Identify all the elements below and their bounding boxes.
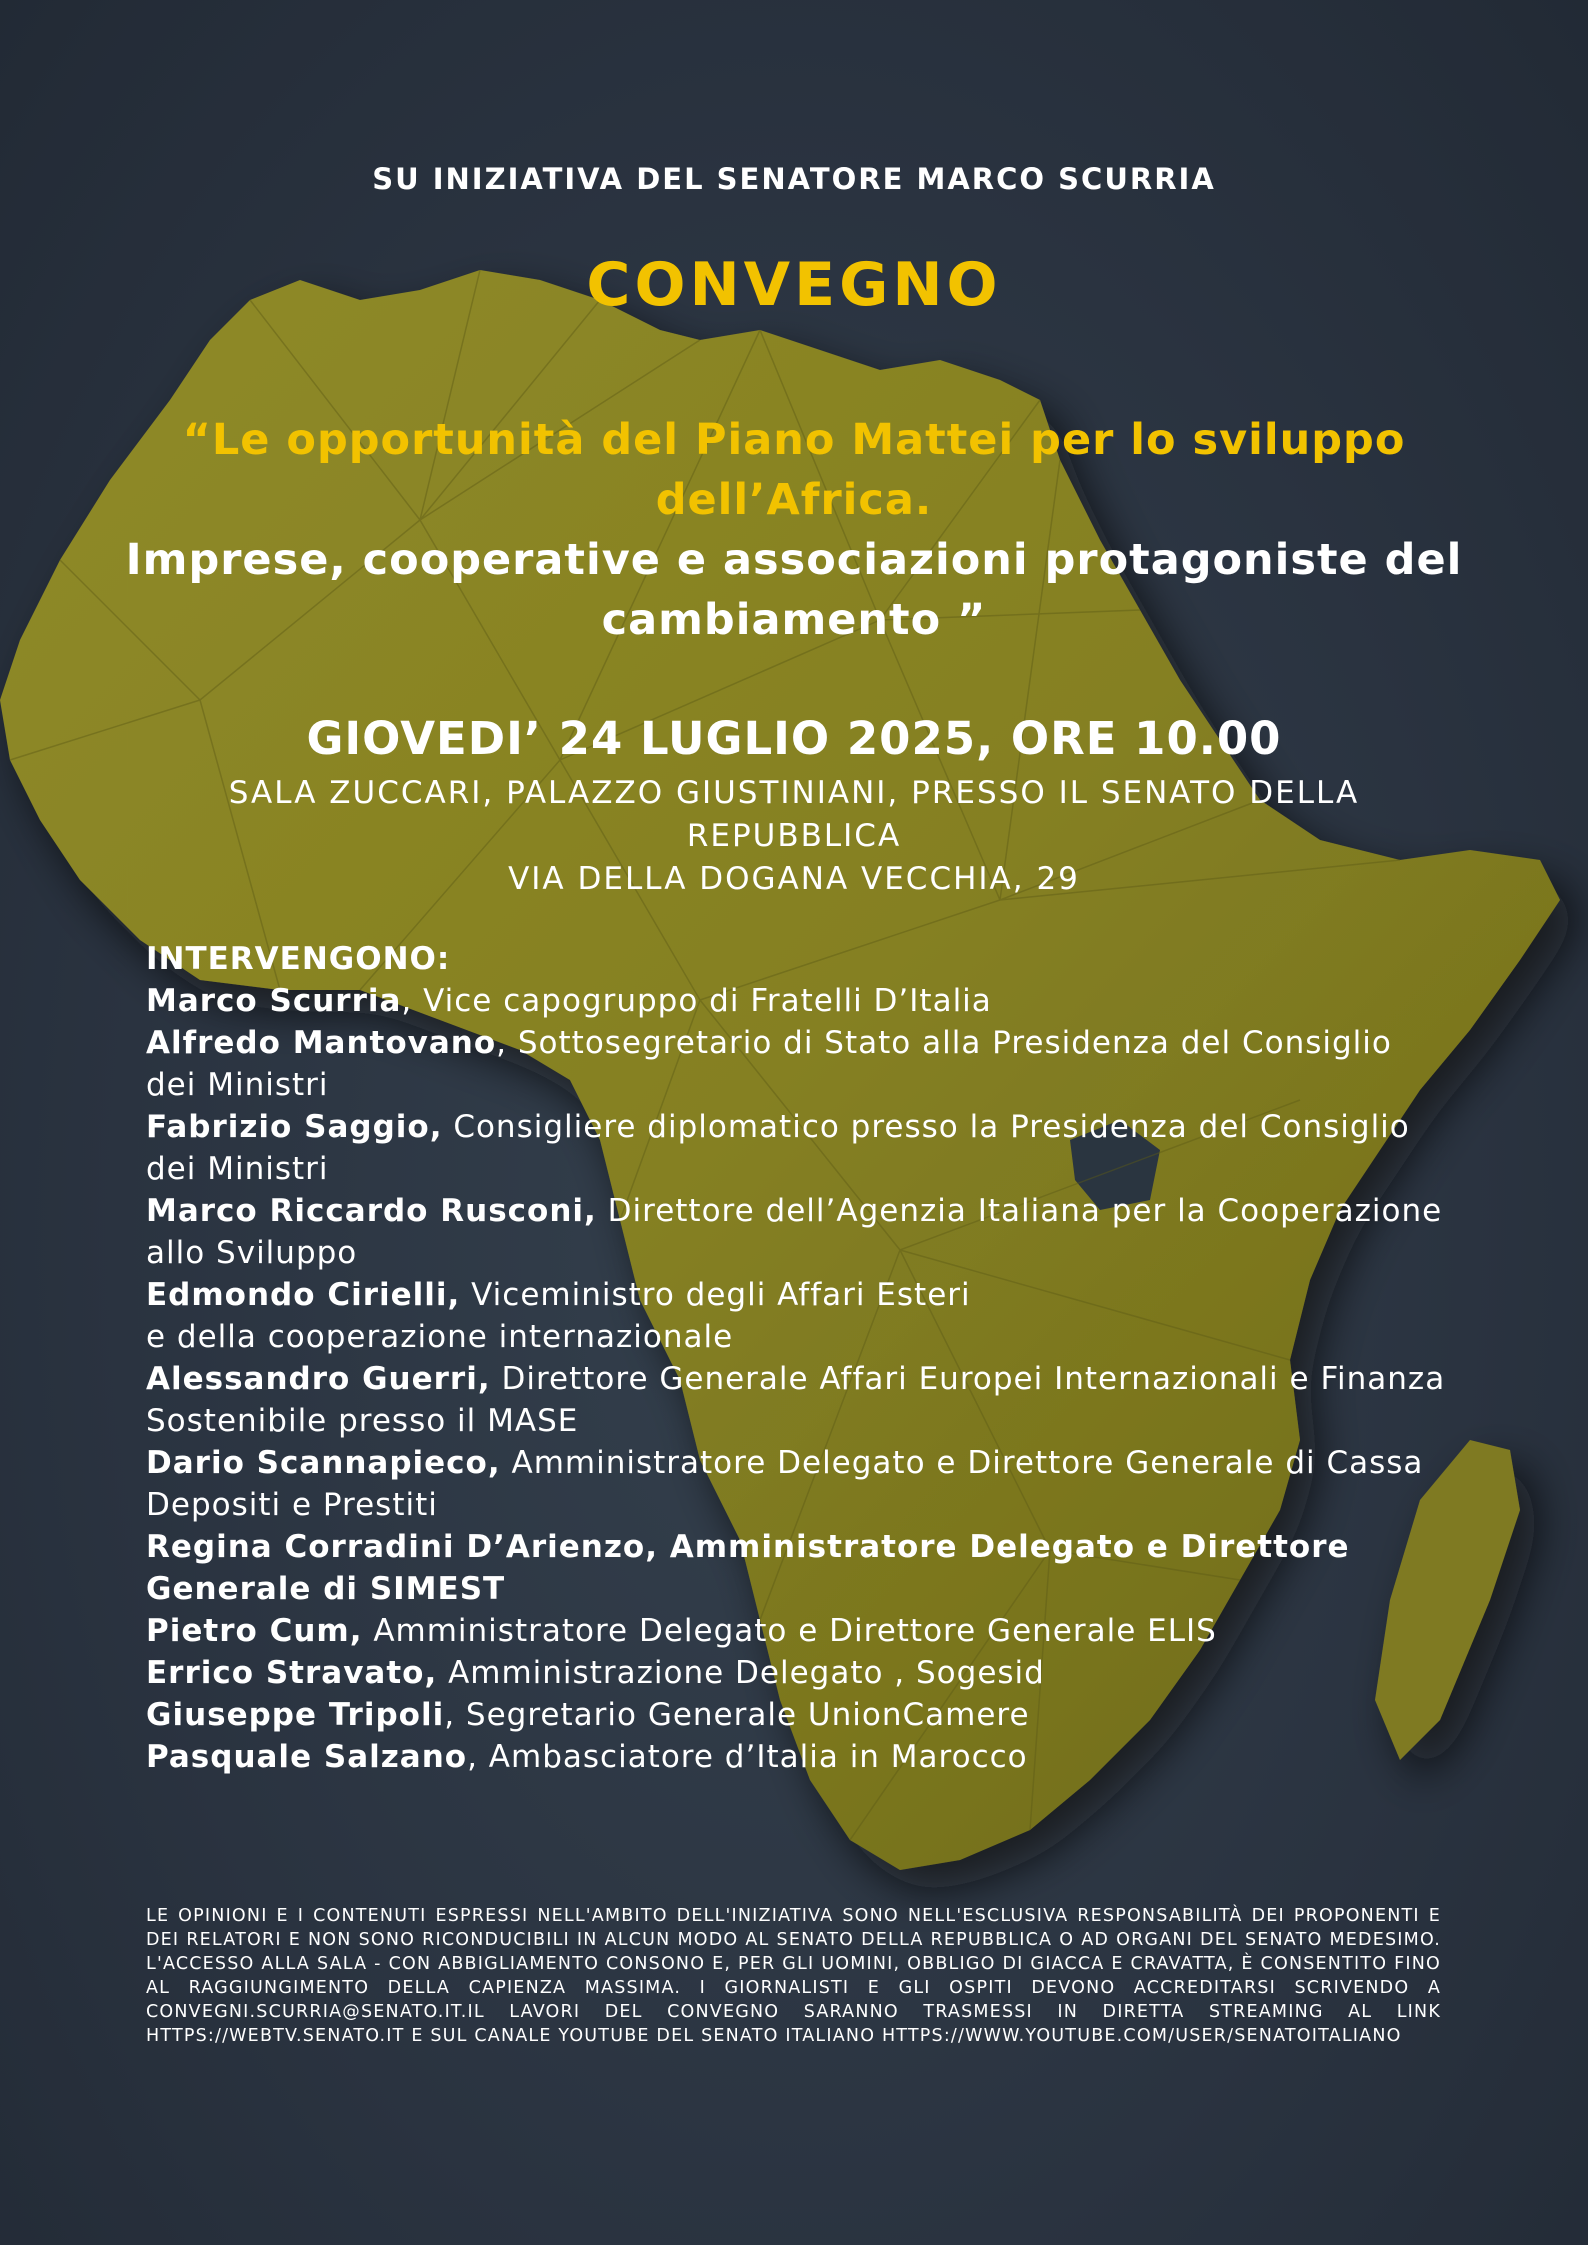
speakers-list [146, 938, 1446, 1778]
speaker-item [146, 1274, 1446, 1358]
speaker-role: Amministratore Delegato e Direttore Generale di Cassa Depositi e Prestiti [146, 1445, 1424, 1523]
event-type-heading: CONVEGNO [586, 250, 1002, 320]
speaker-name: Fabrizio Saggio, [146, 1109, 443, 1145]
speaker-role: Direttore Generale Affari Europei Internazionali e Finanza Sostenibile presso il MASE [146, 1361, 1446, 1439]
speaker-name: Regina Corradini D’Arienzo, Amministratore Delegato e Direttore Generale di SIMEST [146, 1529, 1350, 1607]
event-title [120, 410, 1468, 650]
speaker-item [146, 1358, 1446, 1442]
speaker-name: Dario Scannapieco, [146, 1445, 501, 1481]
speaker-item [146, 1610, 1446, 1652]
venue-line-1: SALA ZUCCARI, PALAZZO GIUSTINIANI, PRESSO IL SENATO DELLA REPUBBLICA [228, 775, 1360, 854]
speaker-item [146, 1652, 1446, 1694]
speaker-role: , Segretario Generale UnionCamere [444, 1697, 1030, 1733]
speaker-name: Errico Stravato, [146, 1655, 438, 1691]
speakers-label: INTERVENGONO: [146, 941, 451, 977]
speaker-name: Marco Riccardo Rusconi, [146, 1193, 597, 1229]
speaker-item [146, 1190, 1446, 1274]
speaker-item [146, 1022, 1446, 1106]
speaker-name: Giuseppe Tripoli [146, 1697, 445, 1733]
speaker-role: , Ambasciatore d’Italia in Marocco [467, 1739, 1028, 1775]
speaker-name: Pietro Cum, [146, 1613, 363, 1649]
speaker-role: , Vice capogruppo di Fratelli D’Italia [401, 983, 992, 1019]
speaker-role: , Sottosegretario di Stato alla Presidenza del Consiglio dei Ministri [146, 1025, 1392, 1103]
venue-line-2: VIA DELLA DOGANA VECCHIA, 29 [508, 861, 1080, 897]
speaker-item [146, 1694, 1446, 1736]
speaker-name: Pasquale Salzano [146, 1739, 468, 1775]
speaker-item [146, 1106, 1446, 1190]
speaker-name: Marco Scurria [146, 983, 402, 1019]
initiative-line: SU INIZIATIVA DEL SENATORE MARCO SCURRIA [372, 162, 1216, 196]
speaker-role: Amministrazione Delegato , Sogesid [437, 1655, 1045, 1691]
speaker-name: Edmondo Cirielli, [146, 1277, 461, 1313]
speaker-name: Alfredo Mantovano [146, 1025, 497, 1061]
speaker-item [146, 1442, 1446, 1526]
speaker-item [146, 1736, 1446, 1778]
event-title-line-1: “Le opportunità del Piano Mattei per lo sviluppo dell’Africa. [182, 415, 1406, 525]
speaker-item [146, 980, 1446, 1022]
event-date: GIOVEDI’ 24 LUGLIO 2025, ORE 10.00 [306, 712, 1282, 765]
speaker-role: Amministratore Delegato e Direttore Generale ELIS [362, 1613, 1217, 1649]
speaker-role: Viceministro degli Affari Esteri e della cooperazione internazionale [146, 1277, 971, 1355]
disclaimer-text: LE OPINIONI E I CONTENUTI ESPRESSI NELL'AMBITO DELL'INIZIATIVA SONO NELL'ESCLUSIVA RESPONSABILITÀ DEI PROPONENTI E DEI RELATORI E NON SONO RICONDUCIBILI IN ALCUN MODO AL SENATO DELLA REPUBBLICA O AD ORGANI DEL SENATO MEDESIMO. L'ACCESSO ALLA SALA - CON ABBIGLIAMENTO CONSONO E, PER GLI UOMINI, OBBLIGO DI GIACCA E CRAVATTA, È CONSENTITO FINO AL RAGGIUNGIMENTO DELLA CAPIENZA MASSIMA. I GIORNALISTI E GLI OSPITI DEVONO ACCREDITARSI SCRIVENDO A CONVEGNI.SCURRIA@SENATO.IT.IL LAVORI DEL CONVEGNO SARANNO TRASMESSI IN DIRETTA STREAMING AL LINK HTTPS://WEBTV.SENATO.IT E SUL CANALE YOUTUBE DEL SENATO ITALIANO HTTPS://WWW.YOUTUBE.COM/USER/SENATOITALIANO [146, 1906, 1441, 2046]
speaker-name: Alessandro Guerri, [146, 1361, 491, 1397]
speaker-item [146, 1526, 1446, 1610]
speaker-role: Consigliere diplomatico presso la Presidenza del Consiglio dei Ministri [146, 1109, 1410, 1187]
event-title-line-2: Imprese, cooperative e associazioni protagoniste del cambiamento ” [125, 535, 1463, 645]
speaker-role: Direttore dell’Agenzia Italiana per la Cooperazione allo Sviluppo [146, 1193, 1443, 1271]
event-venue [170, 772, 1418, 901]
